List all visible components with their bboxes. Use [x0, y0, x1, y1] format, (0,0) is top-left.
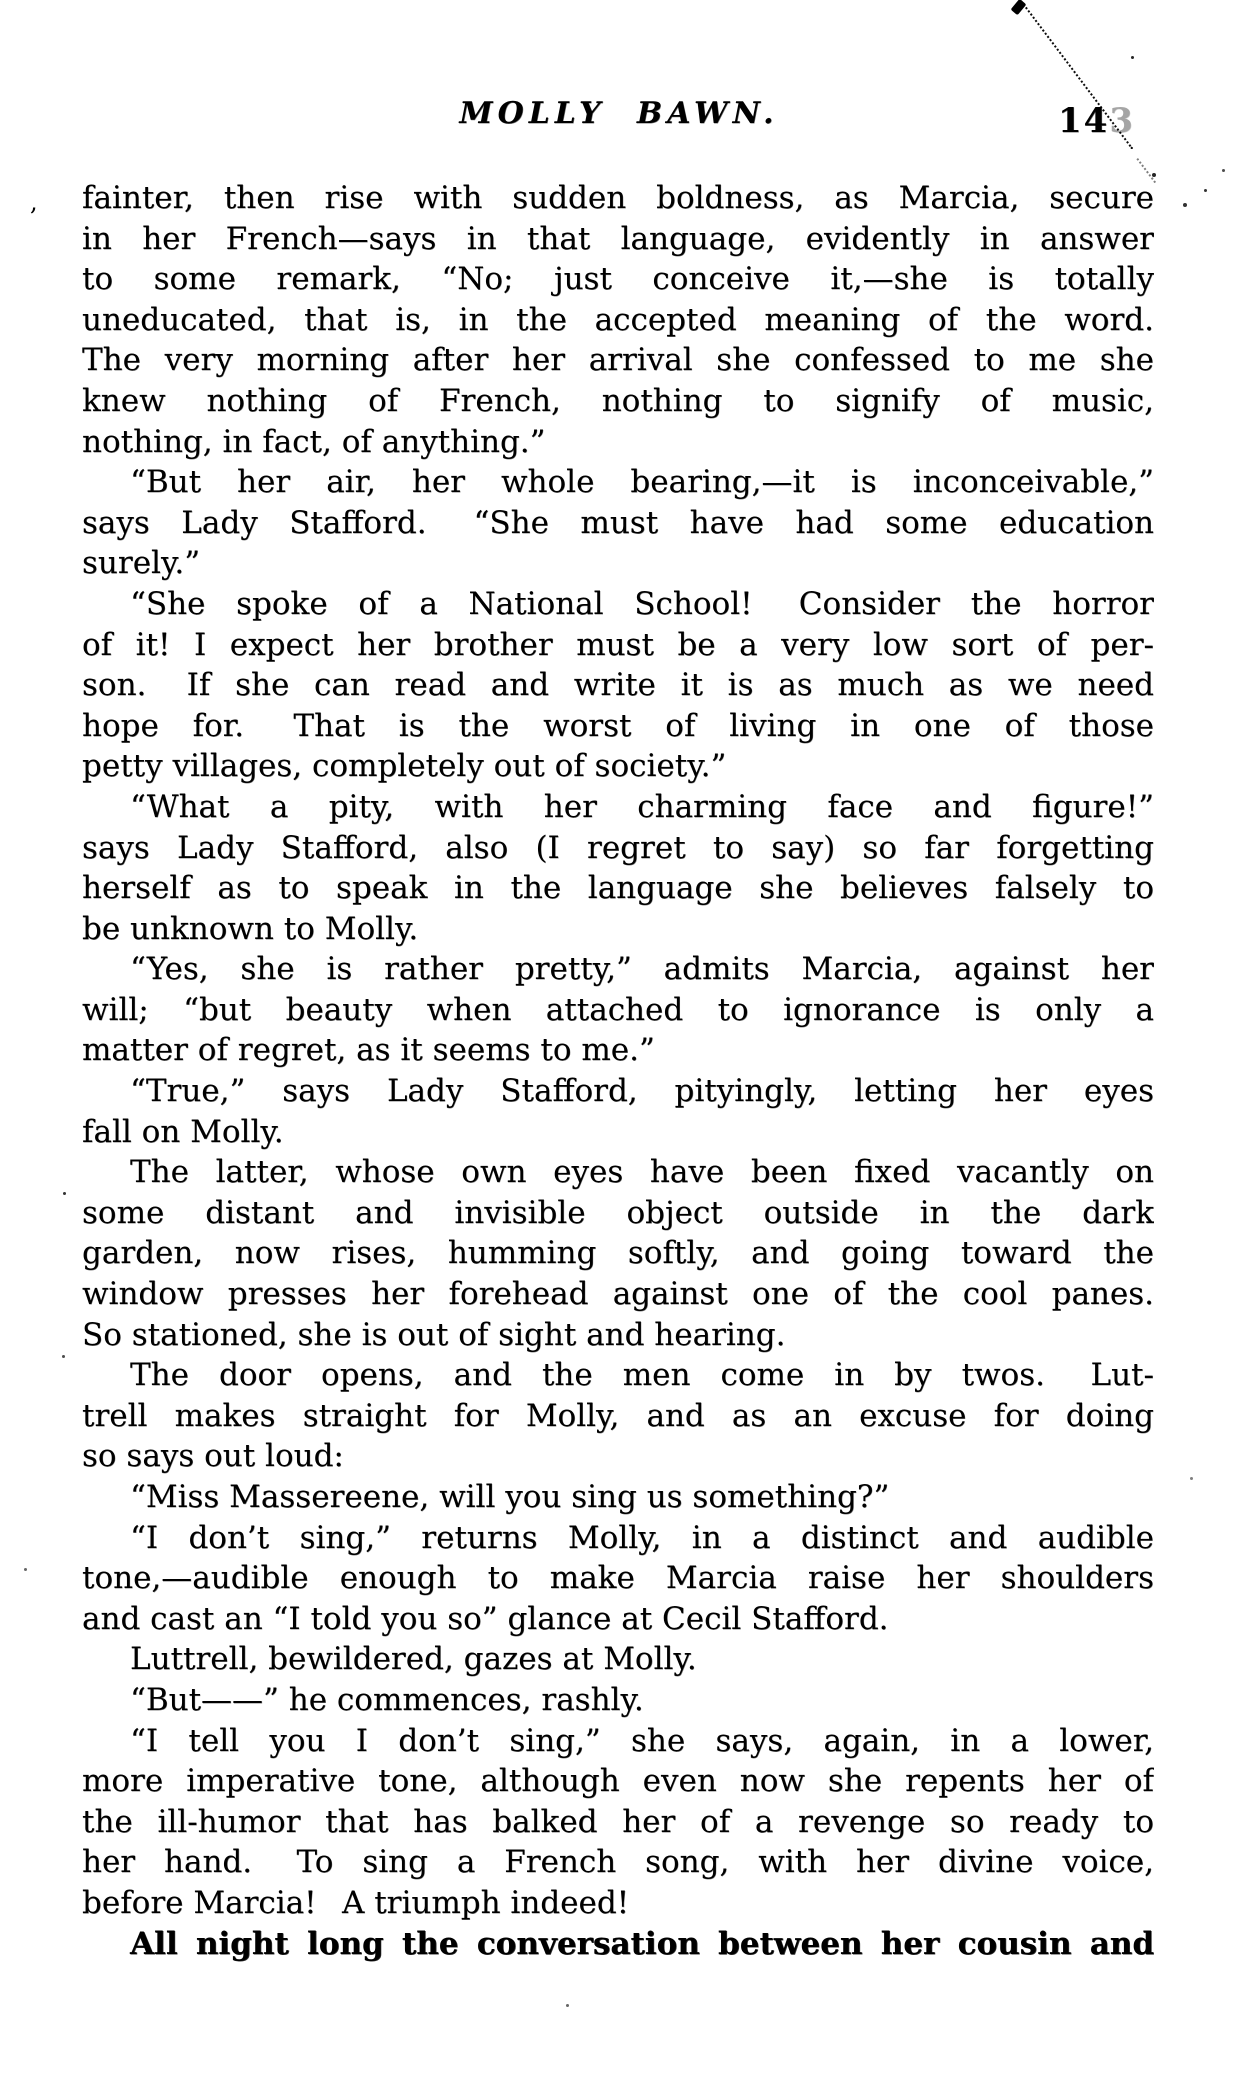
text-line: of it! I expect her brother must be a very low sort of per-: [82, 626, 1154, 663]
text-line: nothing, in fact, of anything.”: [82, 423, 546, 460]
text-line: The latter, whose own eyes have been fixed vacantly on: [130, 1154, 1154, 1191]
text-line: her hand. To sing a French song, with her divine voice,: [82, 1844, 1154, 1881]
text-line: fainter, then rise with sudden boldness, as Marcia, secure: [82, 180, 1154, 216]
dust-speck: [1131, 56, 1134, 59]
text-line: fall on Molly.: [82, 1113, 284, 1150]
text-line: “I tell you I don’t sing,” she says, again, in a lower,: [130, 1722, 1154, 1759]
text-line: will; “but beauty when attached to ignorance is only a: [82, 991, 1154, 1028]
running-header-title: MOLLY BAWN.: [459, 96, 779, 131]
text-line: trell makes straight for Molly, and as an excuse for doing: [82, 1397, 1154, 1434]
dust-speck: [1222, 169, 1225, 172]
text-line: son. If she can read and write it is as much as we need: [82, 667, 1154, 704]
text-line: matter of regret, as it seems to me.”: [82, 1032, 655, 1069]
text-line: tone,—audible enough to make Marcia raise her shoulders: [82, 1560, 1154, 1597]
text-line: be unknown to Molly.: [82, 910, 419, 947]
text-line: “What a pity, with her charming face and figure!”: [130, 788, 1154, 825]
text-line: herself as to speak in the language she believes falsely to: [82, 870, 1154, 907]
text-line: So stationed, she is out of sight and hearing.: [82, 1316, 786, 1353]
text-line: “But her air, her whole bearing,—it is inconceivable,”: [130, 464, 1154, 501]
text-line: so says out loud:: [82, 1438, 344, 1475]
dust-speck: [63, 1192, 66, 1195]
text-line: says Lady Stafford. “She must have had some education: [82, 504, 1154, 541]
text-line: All night long the conversation between her cousin and: [130, 1925, 1154, 1962]
dust-speck: [1183, 203, 1187, 207]
text-line: petty villages, completely out of society.”: [82, 748, 727, 785]
dust-speck: [1152, 173, 1156, 177]
page-number-faint-digit: 3: [1109, 101, 1135, 141]
text-line: “She spoke of a National School! Consider the horror: [130, 585, 1154, 622]
text-line: “Yes, she is rather pretty,” admits Marcia, against her: [130, 951, 1154, 988]
page-number: [1058, 101, 1135, 141]
text-line: to some remark, “No; just conceive it,—she is totally: [82, 261, 1154, 298]
text-line: garden, now rises, humming softly, and going toward the: [82, 1235, 1154, 1272]
text-line: and cast an “I told you so” glance at Cecil Stafford.: [82, 1600, 889, 1637]
dust-speck: [1190, 1477, 1193, 1480]
text-line: “Miss Massereene, will you sing us something?”: [130, 1479, 890, 1515]
text-line: Luttrell, bewildered, gazes at Molly.: [130, 1641, 697, 1678]
text-line: in her French—says in that language, evidently in answer: [82, 220, 1154, 257]
text-line: The door opens, and the men come in by twos. Lut-: [130, 1357, 1154, 1394]
dust-speck: [1204, 189, 1207, 192]
page-body-text: [82, 178, 1154, 1964]
text-line: surely.”: [82, 545, 201, 582]
text-line: more imperative tone, although even now she repents her of: [82, 1763, 1154, 1800]
text-line: “True,” says Lady Stafford, pityingly, letting her eyes: [130, 1073, 1154, 1110]
text-line: before Marcia! A triumph indeed!: [82, 1884, 630, 1921]
text-line: The very morning after her arrival she confessed to me she: [82, 342, 1154, 379]
dust-speck: [24, 1568, 27, 1571]
text-line: “But——” he commences, rashly.: [130, 1681, 644, 1718]
text-line: says Lady Stafford, also (I regret to say) so far forgetting: [82, 829, 1154, 866]
text-line: knew nothing of French, nothing to signify of music,: [82, 382, 1154, 419]
text-line: some distant and invisible object outside in the dark: [82, 1194, 1154, 1231]
text-line: uneducated, that is, in the accepted meaning of the word.: [82, 301, 1154, 338]
dust-speck: [566, 2004, 569, 2007]
page-number-solid-digits: 14: [1058, 101, 1110, 141]
stray-comma-mark: ,: [30, 188, 38, 216]
ink-blot-mark: [1011, 0, 1027, 15]
dust-speck: [62, 1355, 65, 1358]
text-line: “I don’t sing,” returns Molly, in a distinct and audible: [130, 1519, 1154, 1556]
text-line: hope for. That is the worst of living in one of those: [82, 707, 1154, 744]
text-line: window presses her forehead against one of the cool panes.: [82, 1276, 1154, 1313]
text-line: the ill-humor that has balked her of a revenge so ready to: [82, 1803, 1154, 1840]
